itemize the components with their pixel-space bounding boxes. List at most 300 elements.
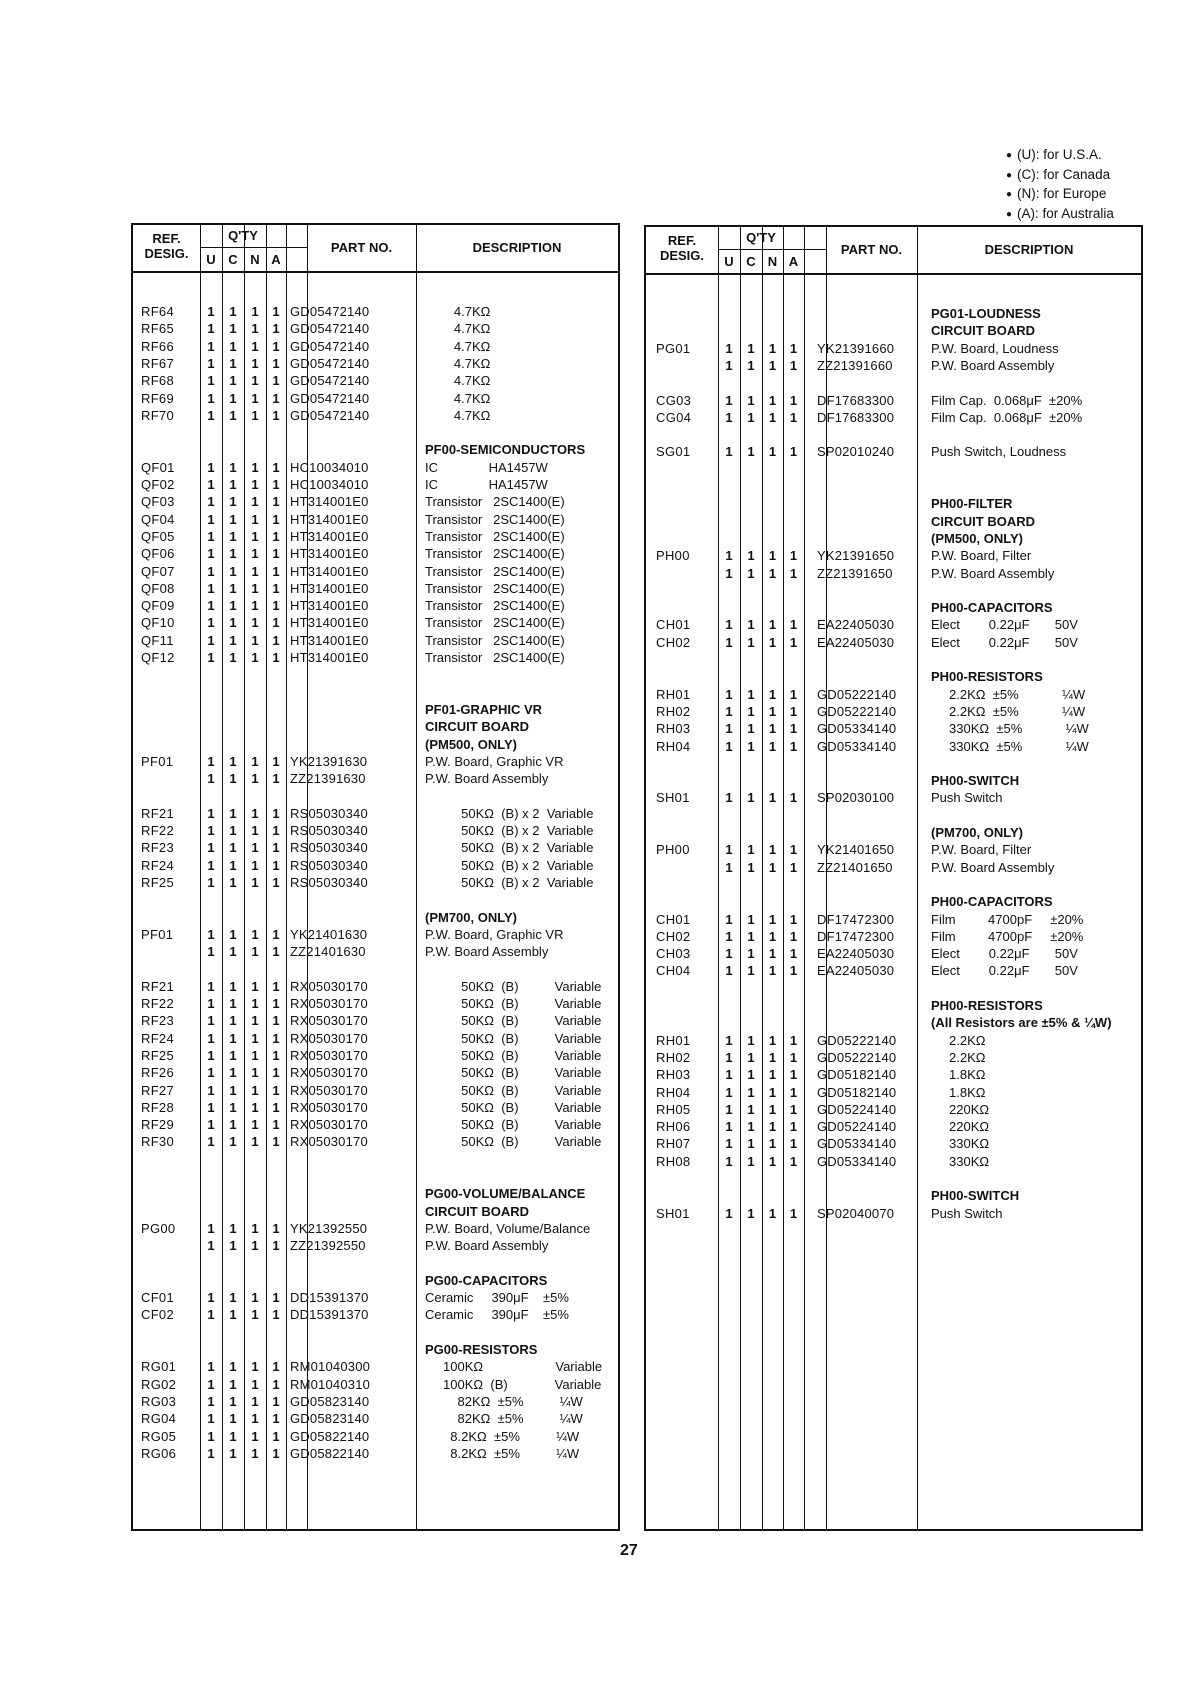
table-row — [646, 703, 1141, 720]
table-row — [133, 614, 618, 631]
table-row — [646, 634, 1141, 651]
description: Elect 0.22μF 50V — [931, 634, 1078, 650]
description: Transistor 2SC1400(E) — [425, 546, 565, 562]
qty-cell: 1 — [207, 805, 215, 821]
part-number: ZZ21401650 — [817, 859, 893, 875]
qty-cell: 1 — [229, 355, 237, 371]
qty-cell: 1 — [768, 409, 777, 425]
qty-cell: 1 — [207, 1065, 215, 1081]
table-row — [646, 1032, 1141, 1049]
description: P.W. Board Assembly — [425, 771, 549, 787]
description: 50KΩ (B) x 2 Variable — [425, 805, 594, 821]
qty-cell: 1 — [207, 650, 215, 665]
qty-cell: 1 — [272, 857, 280, 873]
qty-cell: 1 — [272, 1238, 280, 1254]
section-heading: PG01-LOUDNESS — [931, 306, 1041, 321]
ref-desig: CF01 — [141, 1290, 174, 1306]
part-number: RX05030170 — [290, 1030, 368, 1046]
description: 50KΩ (B) x 2 Variable — [425, 823, 594, 838]
part-number: DD15391370 — [290, 1307, 369, 1323]
ref-desig: PH00 — [656, 842, 690, 858]
qty-cell: 1 — [768, 340, 777, 356]
section-heading: PH00-CAPACITORS — [931, 894, 1053, 910]
qty-cell: 1 — [207, 477, 215, 492]
qty-cell: 1 — [789, 1067, 798, 1083]
ref-desig: RH03 — [656, 721, 691, 737]
qty-cell: 1 — [747, 721, 755, 737]
ref-desig: PF01 — [141, 926, 174, 942]
qty-cell: 1 — [789, 1084, 798, 1100]
table-row — [133, 1410, 618, 1427]
parts-table-left — [131, 223, 620, 1531]
qty-cell: 1 — [251, 632, 259, 648]
description: 50KΩ (B) Variable — [425, 1013, 602, 1029]
table-row — [646, 720, 1141, 737]
qty-cell: 1 — [229, 857, 237, 873]
section-heading: (All Resistors are ±5% & ¼W) — [931, 1015, 1112, 1031]
qty-cell: 1 — [747, 340, 755, 356]
ref-desig: RF29 — [141, 1117, 174, 1133]
qty-cell: 1 — [768, 1049, 777, 1065]
ref-desig: QF02 — [141, 477, 175, 492]
table-row — [646, 962, 1141, 979]
qty-cell: 1 — [789, 1101, 798, 1117]
ref-desig: RF68 — [141, 373, 174, 389]
ref-desig: CH02 — [656, 634, 691, 650]
legend-europe: ● (N): for Europe — [1006, 185, 1114, 205]
qty-cell: 1 — [251, 1376, 259, 1392]
description: 50KΩ (B) Variable — [425, 1117, 602, 1133]
qty-cell: 1 — [272, 1411, 280, 1427]
qty-cell: 1 — [251, 823, 259, 838]
part-number: RM01040310 — [290, 1376, 371, 1392]
qty-cell: 1 — [207, 1411, 215, 1427]
qty-cell: 1 — [747, 548, 755, 564]
part-number: GD05472140 — [290, 304, 370, 319]
qty-cell: 1 — [272, 563, 280, 579]
part-number: YK21401650 — [817, 842, 895, 858]
table-row — [133, 355, 618, 372]
qty-cell: 1 — [789, 842, 798, 858]
qty-cell: 1 — [229, 511, 237, 527]
table-row — [133, 1376, 618, 1393]
qty-cell: 1 — [725, 1205, 733, 1221]
description: Push Switch — [931, 1205, 1003, 1221]
qty-cell: 1 — [251, 771, 259, 787]
part-number: SP02030100 — [817, 790, 895, 806]
qty-cell: 1 — [272, 926, 280, 942]
qty-col-header-3: A — [788, 254, 799, 269]
part-number: GD05222140 — [817, 1032, 897, 1048]
qty-cell: 1 — [251, 477, 259, 492]
qty-cell: 1 — [229, 563, 237, 579]
ref-desig: CH01 — [656, 911, 691, 927]
ref-desig: RF67 — [141, 355, 174, 371]
part-number: GD05472140 — [290, 407, 370, 423]
description: Elect 0.22μF 50V — [931, 946, 1078, 962]
qty-cell: 1 — [272, 494, 280, 510]
qty-cell: 1 — [272, 1134, 280, 1150]
qty-col-header-2: N — [767, 254, 778, 269]
part-number: RX05030170 — [290, 1099, 368, 1115]
qty-cell: 1 — [207, 874, 215, 890]
qty-cell: 1 — [725, 1084, 733, 1100]
qty-cell: 1 — [789, 1119, 798, 1135]
qty-cell: 1 — [789, 340, 798, 356]
qty-cell: 1 — [272, 304, 280, 319]
qty-cell: 1 — [768, 392, 777, 408]
table-row — [646, 357, 1141, 374]
ref-desig: RG05 — [141, 1428, 177, 1444]
qty-cell: 1 — [207, 1359, 215, 1375]
qty-cell: 1 — [789, 548, 798, 564]
parts-table-right — [644, 225, 1143, 1531]
table-row — [133, 805, 618, 822]
ref-desig: CH02 — [656, 928, 691, 944]
ref-desig: QF07 — [141, 563, 175, 579]
qty-col-header-1: C — [228, 252, 238, 267]
qty-cell: 1 — [725, 634, 733, 650]
table-row — [133, 1082, 618, 1099]
qty-col-header-0: U — [206, 252, 216, 267]
ref-desig: RH05 — [656, 1101, 691, 1117]
qty-cell: 1 — [272, 874, 280, 890]
qty-cell: 1 — [725, 1136, 733, 1152]
qty-cell: 1 — [272, 1307, 280, 1323]
qty-cell: 1 — [272, 459, 280, 475]
part-number: EA22405030 — [817, 963, 895, 979]
table-row — [133, 1064, 618, 1081]
qty-cell: 1 — [229, 874, 237, 890]
qty-cell: 1 — [768, 738, 777, 754]
part-number: RS05030340 — [290, 874, 368, 890]
part-number: RX05030170 — [290, 1082, 368, 1098]
table-row — [133, 736, 618, 753]
qty-cell: 1 — [251, 373, 259, 389]
qty-cell: 1 — [207, 304, 215, 319]
description: Transistor 2SC1400(E) — [425, 511, 565, 527]
qty-cell: 1 — [251, 944, 259, 960]
qty-cell: 1 — [768, 686, 777, 702]
qty-cell: 1 — [229, 459, 237, 475]
qty-cell: 1 — [229, 1013, 237, 1029]
table-row — [646, 409, 1141, 426]
qty-col-header-3: A — [271, 252, 281, 267]
qty-cell: 1 — [747, 565, 755, 581]
description: 330KΩ — [931, 1136, 990, 1152]
description: 220KΩ — [931, 1119, 990, 1135]
qty-cell: 1 — [768, 617, 777, 633]
qty-cell: 1 — [789, 1049, 798, 1065]
qty-cell: 1 — [789, 565, 798, 581]
table-row — [133, 390, 618, 407]
part-number: RS05030340 — [290, 805, 368, 821]
qty-cell: 1 — [229, 996, 237, 1011]
qty-cell: 1 — [768, 946, 777, 962]
qty-cell: 1 — [272, 407, 280, 423]
qty-cell: 1 — [251, 407, 259, 423]
qty-cell: 1 — [747, 634, 755, 650]
part-number: YK21391630 — [290, 753, 368, 769]
qty-cell: 1 — [251, 1013, 259, 1029]
table-row — [646, 824, 1141, 841]
table-row — [133, 995, 618, 1012]
qty-cell: 1 — [272, 477, 280, 492]
part-number: GD05222140 — [817, 1049, 897, 1065]
qty-cell: 1 — [725, 1153, 733, 1169]
part-number: EA22405030 — [817, 634, 895, 650]
qty-cell: 1 — [251, 805, 259, 821]
description: 4.7KΩ — [425, 355, 491, 371]
qty-cell: 1 — [272, 753, 280, 769]
qty-cell: 1 — [768, 963, 777, 979]
qty-cell: 1 — [725, 963, 733, 979]
part-number: GD05182140 — [817, 1067, 897, 1083]
part-number: ZZ21391650 — [817, 565, 893, 581]
table-row — [133, 476, 618, 493]
part-number: HT314001E0 — [290, 528, 369, 544]
qty-cell: 1 — [725, 703, 733, 719]
legend-usa: ● (U): for U.S.A. — [1006, 146, 1114, 166]
table-row — [133, 1445, 618, 1462]
description: 330KΩ ±5% ¼W — [931, 738, 1089, 754]
qty-cell: 1 — [272, 1082, 280, 1098]
qty-cell: 1 — [272, 580, 280, 596]
description: 50KΩ (B) x 2 Variable — [425, 857, 594, 873]
ref-desig: SH01 — [656, 790, 690, 806]
qty-cell: 1 — [229, 753, 237, 769]
qty-cell: 1 — [272, 1099, 280, 1115]
table-row — [133, 407, 618, 424]
ref-desig: QF09 — [141, 598, 175, 614]
qty-cell: 1 — [207, 615, 215, 631]
ref-desig: CG04 — [656, 409, 692, 425]
qty-cell: 1 — [747, 686, 755, 702]
part-number: HC10034010 — [290, 477, 369, 492]
qty-cell: 1 — [789, 703, 798, 719]
table-row — [133, 372, 618, 389]
qty-cell: 1 — [229, 477, 237, 492]
section-heading: CIRCUIT BOARD — [931, 323, 1035, 339]
qty-cell: 1 — [207, 511, 215, 527]
ref-desig: RH01 — [656, 686, 691, 702]
qty-cell: 1 — [725, 790, 733, 806]
qty-cell: 1 — [747, 1153, 755, 1169]
qty-cell: 1 — [229, 632, 237, 648]
qty-cell: 1 — [251, 1428, 259, 1444]
table-row — [133, 1012, 618, 1029]
ref-desig: SG01 — [656, 444, 691, 460]
qty-cell: 1 — [251, 1134, 259, 1150]
qty-cell: 1 — [251, 321, 259, 337]
table-row — [133, 1116, 618, 1133]
qty-cell: 1 — [272, 1065, 280, 1081]
ref-desig: RF23 — [141, 840, 174, 856]
qty-cell: 1 — [768, 1205, 777, 1221]
qty-cell: 1 — [725, 340, 733, 356]
ref-desig: RH07 — [656, 1136, 691, 1152]
part-number: YK21392550 — [290, 1220, 368, 1236]
part-number: GD05224140 — [817, 1101, 897, 1117]
ref-desig: QF10 — [141, 615, 175, 631]
description: P.W. Board, Loudness — [931, 340, 1059, 356]
description: P.W. Board, Filter — [931, 842, 1032, 858]
qty-cell: 1 — [229, 494, 237, 510]
part-number: HT314001E0 — [290, 598, 369, 614]
part-number: RX05030170 — [290, 1134, 368, 1150]
part-number: ZZ21392550 — [290, 1238, 366, 1254]
table-row — [133, 1289, 618, 1306]
qty-cell: 1 — [789, 409, 798, 425]
table-row — [133, 338, 618, 355]
table-row — [133, 1133, 618, 1150]
qty-cell: 1 — [229, 1238, 237, 1254]
qty-cell: 1 — [747, 617, 755, 633]
qty-cell: 1 — [725, 946, 733, 962]
part-number: GD05822140 — [290, 1428, 370, 1444]
ref-desig: CH04 — [656, 963, 691, 979]
table-row — [646, 841, 1141, 858]
part-number: DF17683300 — [817, 392, 895, 408]
qty-cell: 1 — [207, 926, 215, 942]
qty-cell: 1 — [747, 444, 755, 460]
ref-desig: RF21 — [141, 978, 174, 994]
qty-cell: 1 — [207, 771, 215, 787]
qty-cell: 1 — [747, 859, 755, 875]
part-number: GD05222140 — [817, 686, 897, 702]
qty-cell: 1 — [272, 598, 280, 614]
region-legend — [1006, 146, 1114, 224]
qty-cell: 1 — [272, 771, 280, 787]
qty-cell: 1 — [768, 444, 777, 460]
qty-cell: 1 — [207, 459, 215, 475]
qty-col-header-0: U — [724, 254, 734, 269]
qty-cell: 1 — [251, 1445, 259, 1461]
ref-desig: RF25 — [141, 874, 174, 890]
qty-cell: 1 — [229, 1411, 237, 1427]
qty-cell: 1 — [725, 409, 733, 425]
description: 100KΩ (B) Variable — [425, 1376, 602, 1392]
qty-cell: 1 — [207, 1238, 215, 1254]
qty-cell: 1 — [768, 1084, 777, 1100]
qty-cell: 1 — [207, 580, 215, 596]
part-number: DF17683300 — [817, 409, 895, 425]
qty-cell: 1 — [207, 321, 215, 337]
table-row — [133, 822, 618, 839]
qty-cell: 1 — [789, 634, 798, 650]
qty-cell: 1 — [272, 1359, 280, 1375]
part-number: DF17472300 — [817, 911, 895, 927]
qty-cell: 1 — [725, 721, 733, 737]
table-row — [646, 1014, 1141, 1031]
description: Ceramic 390μF ±5% — [425, 1307, 569, 1323]
part-number: GD05334140 — [817, 738, 897, 754]
table-row — [133, 1428, 618, 1445]
qty-cell: 1 — [272, 1013, 280, 1029]
table-row — [133, 441, 618, 458]
table-row — [133, 459, 618, 476]
table-row — [646, 772, 1141, 789]
qty-cell: 1 — [747, 946, 755, 962]
table-row — [133, 597, 618, 614]
qty-cell: 1 — [747, 963, 755, 979]
qty-cell: 1 — [229, 840, 237, 856]
part-number: EA22405030 — [817, 617, 895, 633]
ref-desig: QF11 — [141, 632, 174, 648]
qty-cell: 1 — [207, 1030, 215, 1046]
qty-cell: 1 — [272, 1030, 280, 1046]
qty-col-header-2: N — [250, 252, 260, 267]
qty-cell: 1 — [251, 1030, 259, 1046]
qty-cell: 1 — [229, 1134, 237, 1150]
description: Transistor 2SC1400(E) — [425, 563, 565, 579]
table-row — [646, 547, 1141, 564]
part-number: GD05224140 — [817, 1119, 897, 1135]
legend-australia: ● (A): for Australia — [1006, 205, 1114, 225]
table-row — [646, 1066, 1141, 1083]
description: IC HA1457W — [425, 477, 548, 492]
table-row — [133, 580, 618, 597]
ref-desig: RF23 — [141, 1013, 174, 1029]
description: 82KΩ ±5% ¼W — [425, 1411, 583, 1427]
table-row — [133, 1203, 618, 1220]
description: 50KΩ (B) Variable — [425, 1047, 602, 1063]
table-row — [133, 1272, 618, 1289]
description-header: DESCRIPTION — [472, 240, 562, 255]
qty-cell: 1 — [251, 563, 259, 579]
qty-cell: 1 — [768, 565, 777, 581]
qty-cell: 1 — [272, 390, 280, 406]
description: 50KΩ (B) Variable — [425, 1134, 602, 1150]
ref-desig: RH03 — [656, 1067, 691, 1083]
qty-cell: 1 — [725, 911, 733, 927]
section-heading: (PM500, ONLY) — [425, 736, 517, 752]
table-row — [133, 493, 618, 510]
qty-cell: 1 — [251, 1307, 259, 1323]
qty-cell: 1 — [251, 753, 259, 769]
description: 100KΩ Variable — [425, 1359, 603, 1375]
description: 50KΩ (B) Variable — [425, 1099, 602, 1115]
description: P.W. Board Assembly — [425, 944, 549, 960]
part-number: ZZ21391630 — [290, 771, 366, 787]
qty-cell: 1 — [207, 338, 215, 354]
description-header: DESCRIPTION — [984, 242, 1074, 257]
description: P.W. Board Assembly — [931, 859, 1055, 875]
description: Film Cap. 0.068μF ±20% — [931, 409, 1083, 425]
qty-cell: 1 — [272, 1290, 280, 1306]
section-heading: CIRCUIT BOARD — [425, 719, 529, 735]
qty-cell: 1 — [725, 357, 733, 373]
qty-cell: 1 — [251, 1238, 259, 1254]
qty-cell: 1 — [207, 753, 215, 769]
part-number: RX05030170 — [290, 1117, 368, 1133]
qty-cell: 1 — [229, 805, 237, 821]
qty-cell: 1 — [789, 721, 798, 737]
description: P.W. Board Assembly — [931, 565, 1055, 581]
ref-desig: RF64 — [141, 304, 174, 319]
qty-cell: 1 — [272, 321, 280, 337]
description: IC HA1457W — [425, 459, 548, 475]
part-number: RX05030170 — [290, 978, 368, 994]
qty-cell: 1 — [251, 390, 259, 406]
qty-cell: 1 — [272, 1428, 280, 1444]
qty-cell: 1 — [251, 857, 259, 873]
part-number: GD05472140 — [290, 373, 370, 389]
qty-cell: 1 — [789, 686, 798, 702]
qty-cell: 1 — [789, 617, 798, 633]
description: 50KΩ (B) Variable — [425, 978, 602, 994]
table-row — [646, 1101, 1141, 1118]
